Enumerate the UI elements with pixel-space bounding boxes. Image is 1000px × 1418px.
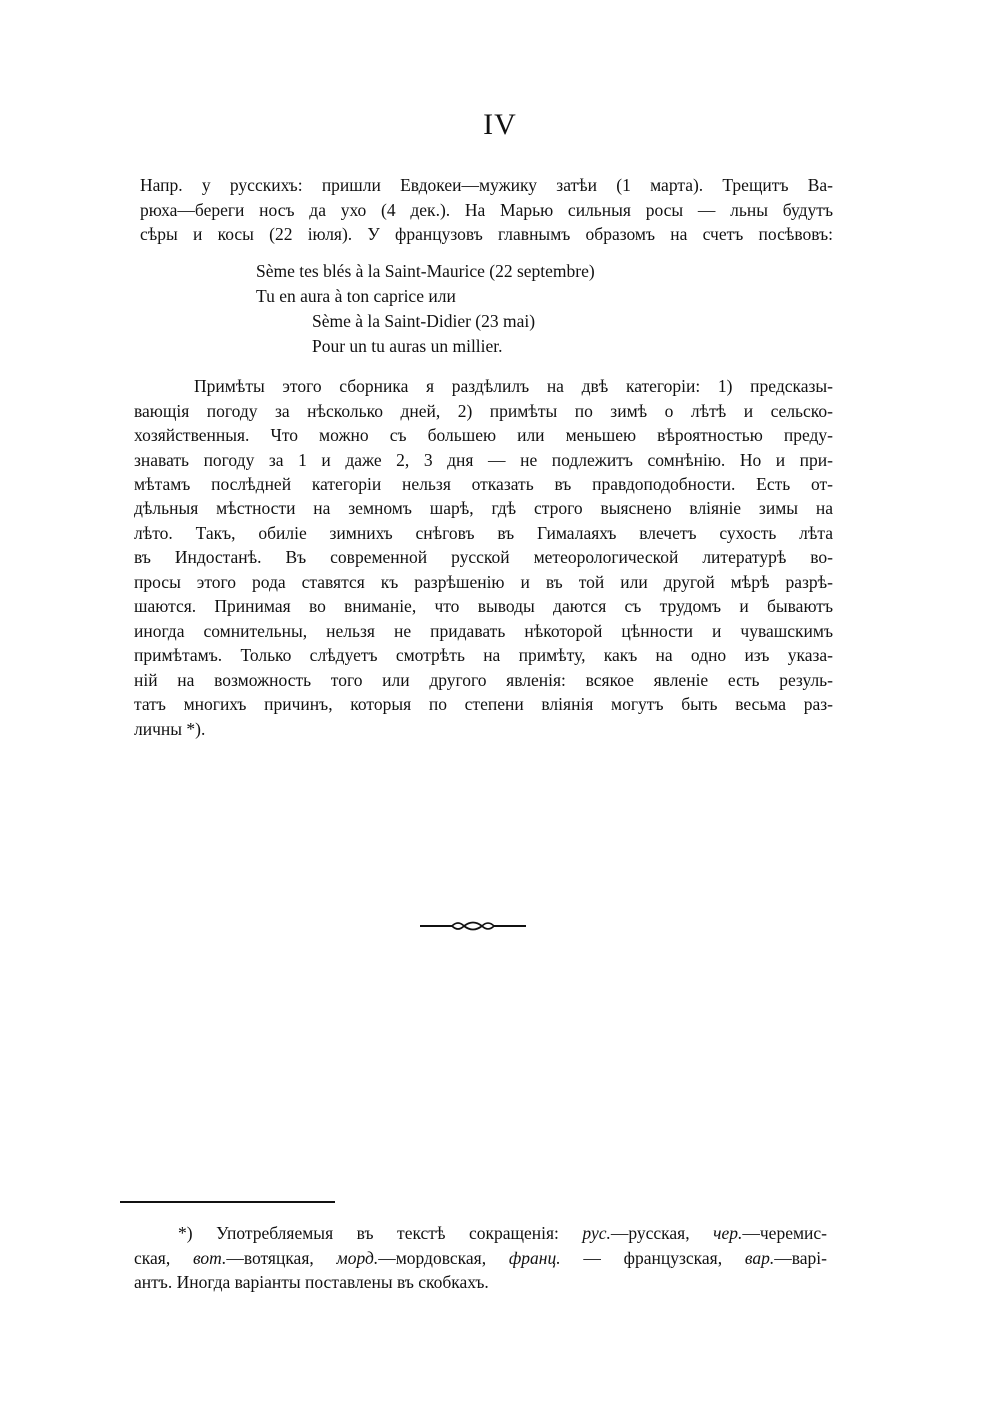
text-line: хозяйственныя. Что можно съ большею или меньшею вѣроятностью преду- — [134, 425, 833, 445]
text-line: лѣто. Такъ, обиліе зимнихъ снѣговъ въ Гималаяхъ влечетъ сухость лѣта — [134, 523, 833, 543]
text-line: личны *). — [134, 719, 206, 739]
text-line: просы этого рода ставятся къ разрѣшенію и въ той или другой мѣрѣ разрѣ- — [134, 572, 833, 592]
text-line: примѣтамъ. Только слѣдуетъ смотрѣть на примѣту, какъ на одно изъ указа- — [134, 645, 833, 665]
verse-line: Sème tes blés à la Saint-Maurice (22 septembre) — [256, 261, 595, 281]
text-line: мѣтамъ послѣдней категоріи нельзя отказать въ правдоподобности. Есть от- — [134, 474, 833, 494]
text-line: сѣры и косы (22 іюля). У французовъ главнымъ образомъ на счетъ посѣвовъ: — [140, 224, 833, 244]
text-line: вающія погоду за нѣсколько дней, 2) примѣты по зимѣ о лѣтѣ и сельско- — [134, 401, 833, 421]
text-line: ній на возможность того или другого явленія: всякое явленіе есть резуль- — [134, 670, 833, 690]
verse-line: Sème à la Saint-Didier (23 mai) — [312, 311, 536, 331]
text-line: знавать погоду за 1 и даже 2, 3 дня — не подлежитъ сомнѣнію. Но и при- — [134, 450, 833, 470]
footnote-line: ская, вот.—вотяцкая, морд.—мордовская, франц. — французская, вар.—варі- — [134, 1248, 827, 1268]
text-line: дѣльныя мѣстности на земномъ шарѣ, гдѣ строго выяснено вліяніе зимы на — [134, 498, 833, 518]
text-line: въ Индостанѣ. Въ современной русской метеорологической литературѣ во- — [134, 547, 833, 567]
footnote-line: антъ. Иногда варіанты поставлены въ скобкахъ. — [134, 1272, 489, 1292]
text-line: иногда сомнительны, нельзя не придавать нѣкоторой цѣнности и чувашскимъ — [134, 621, 833, 641]
text-line: татъ многихъ причинъ, которыя по степени вліянія могутъ быть весьма раз- — [134, 694, 833, 714]
text-line: Напр. у русскихъ: пришли Евдокеи—мужику затѣи (1 марта). Трещитъ Ва- — [140, 175, 833, 195]
verse-line: Tu en aura à ton caprice или — [256, 286, 456, 306]
footnote-line: *) Употребляемыя въ текстѣ сокращенія: рус.—русская, чер.—черемис- — [178, 1223, 827, 1243]
ornament-divider — [418, 916, 528, 936]
footnote-mark: *) — [178, 1223, 193, 1243]
text-line: рюха—береги носъ да ухо (4 дек.). На Марью сильныя росы — льны будутъ — [140, 200, 833, 220]
verse-line: Pour un tu auras un millier. — [312, 336, 503, 356]
text-line: Примѣты этого сборника я раздѣлилъ на двѣ категоріи: 1) предсказы- — [194, 376, 833, 396]
text-line: шаются. Принимая во вниманіе, что выводы даются съ трудомъ и бываютъ — [134, 596, 833, 616]
page-number: IV — [483, 108, 517, 141]
footnote-rule — [120, 1201, 335, 1203]
